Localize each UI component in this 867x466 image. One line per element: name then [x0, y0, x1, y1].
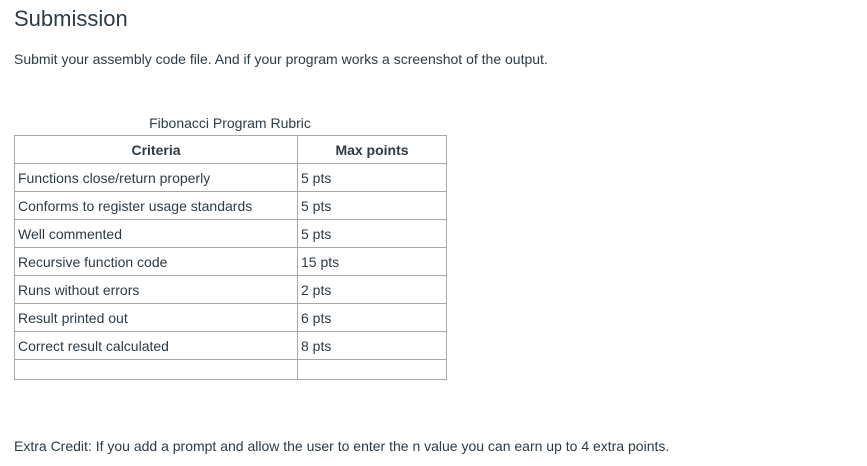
- empty-criteria-cell: [15, 360, 298, 380]
- criteria-cell: Runs without errors: [15, 276, 298, 304]
- table-row: [15, 304, 447, 332]
- criteria-cell: Recursive function code: [15, 248, 298, 276]
- criteria-cell: Correct result calculated: [15, 332, 298, 360]
- page-title: Submission: [14, 6, 128, 31]
- criteria-cell: Functions close/return properly: [15, 164, 298, 192]
- criteria-cell: Result printed out: [15, 304, 298, 332]
- table-row: [15, 276, 447, 304]
- points-cell: 8 pts: [298, 332, 447, 360]
- points-cell: 2 pts: [298, 276, 447, 304]
- points-cell: 6 pts: [298, 304, 447, 332]
- rubric-table: [14, 135, 447, 380]
- points-cell: 5 pts: [298, 192, 447, 220]
- empty-points-cell: [298, 360, 447, 380]
- table-row: [15, 164, 447, 192]
- points-cell: 5 pts: [298, 164, 447, 192]
- table-row: [15, 192, 447, 220]
- extra-credit-note: Extra Credit: If you add a prompt and allow the user to enter the n value you can earn up to 4 extra points.: [14, 438, 670, 454]
- criteria-cell: Well commented: [15, 220, 298, 248]
- empty-table-row: [15, 360, 447, 380]
- points-cell: 5 pts: [298, 220, 447, 248]
- criteria-cell: Conforms to register usage standards: [15, 192, 298, 220]
- rubric-header-row: [15, 136, 447, 164]
- max-points-column-header: Max points: [298, 136, 447, 164]
- table-row: [15, 332, 447, 360]
- rubric-caption: Fibonacci Program Rubric: [149, 115, 311, 131]
- submission-instructions: Submit your assembly code file. And if your program works a screenshot of the output.: [14, 51, 548, 67]
- table-row: [15, 248, 447, 276]
- points-cell: 15 pts: [298, 248, 447, 276]
- table-row: [15, 220, 447, 248]
- criteria-column-header: Criteria: [15, 136, 298, 164]
